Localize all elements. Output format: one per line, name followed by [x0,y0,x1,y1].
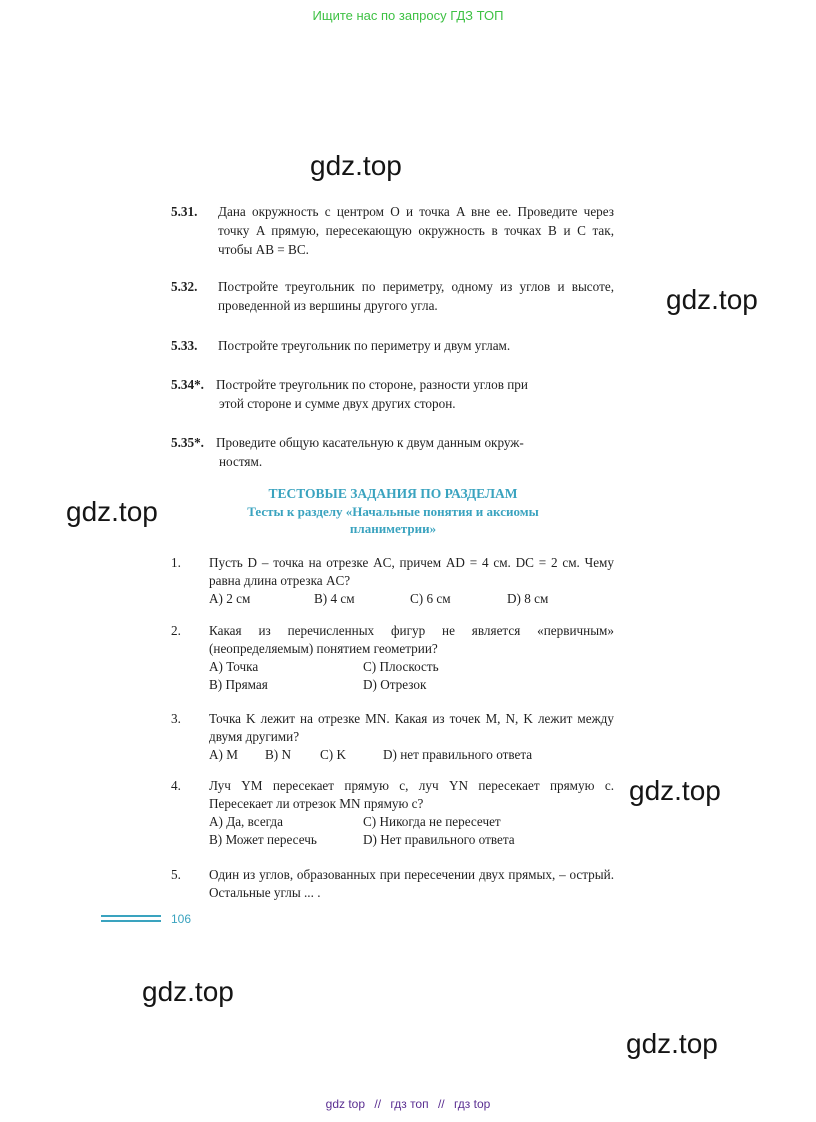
answer-option: B) Может пересечь [209,832,317,847]
footer-link[interactable]: гдз топ [390,1097,429,1111]
question-text: Луч YM пересекает прямую c, луч YN пересекает прямую c. Пересекает ли отрезок MN прямую c? [209,778,614,811]
watermark: gdz.top [142,976,234,1007]
answer-option: B) Прямая [209,677,268,692]
footer-separator: // [437,1097,445,1111]
question-text: Один из углов, образованных при пересечении двух прямых, – острый. Остальные углы ... . [209,867,614,900]
task-number: 5.34*. [171,377,204,392]
answer-option: A) Да, всегда [209,814,283,829]
section-subtitle: Тесты к разделу «Начальные понятия и аксиомы [247,504,539,519]
answer-option: C) 6 см [410,591,451,606]
footer-link[interactable]: гдз top [453,1097,491,1111]
footer-separator: // [374,1097,382,1111]
task-text: Постройте треугольник по периметру и двум углам. [218,338,511,353]
answer-option: C) K [320,747,347,762]
question-2 [171,622,614,694]
footer-links [0,1097,816,1111]
task-number: 5.35*. [171,435,204,450]
watermark: gdz.top [666,284,758,315]
page-number-rule [101,915,161,925]
section-title: ТЕСТОВЫЕ ЗАДАНИЯ ПО РАЗДЕЛАМ [268,486,518,501]
task-text: Дана окружность с центром O и точка A вне ее. Проведите через точку A прямую, пересекающую окружность в точках B и C так, чтобы AB = BC. [218,204,614,257]
question-text: Пусть D – точка на отрезке AC, причем AD = 4 см. DC = 2 см. Чему равна длина отрезка AC? [209,555,614,588]
task-5-32 [171,277,614,315]
answer-option: A) 2 см [209,591,251,606]
task-text-line: Постройте треугольник по стороне, разности углов при [216,377,528,392]
task-5-35 [171,433,614,471]
question-text: Точка K лежит на отрезке MN. Какая из точек M, N, K лежит между двумя другими? [209,711,614,744]
question-text: Какая из перечисленных фигур не является «первичным» (неопределяемым) понятием геометрии? [209,623,614,656]
question-3 [171,710,614,764]
question-number: 4. [171,778,181,793]
watermark: gdz.top [66,496,158,527]
answer-option: D) Нет правильного ответа [363,832,515,847]
task-text: Постройте треугольник по периметру, одному из углов и высоте, проведенной из вершины другого угла. [218,279,614,313]
answer-option: A) Точка [209,659,259,674]
watermark: gdz.top [629,775,721,806]
question-1 [171,554,614,608]
top-banner[interactable]: Ищите нас по запросу ГДЗ ТОП [312,8,504,23]
watermark: gdz.top [310,150,402,181]
answer-option: B) 4 см [314,591,355,606]
task-text-line: ностям. [219,454,263,469]
section-subtitle: планиметрии» [349,521,437,536]
answer-option: D) Отрезок [363,677,427,692]
task-text-line: Проведите общую касательную к двум данным окруж- [216,435,524,450]
answer-option: B) N [265,747,292,762]
answer-option: D) 8 см [507,591,549,606]
page-number: 106 [171,912,192,926]
answer-option: A) M [209,747,238,762]
answer-option: D) нет правильного ответа [383,747,533,762]
watermark: gdz.top [626,1028,718,1059]
task-5-31 [171,202,614,259]
answer-option: C) Никогда не пересечет [363,814,501,829]
task-number: 5.31. [171,204,198,219]
question-5 [171,866,614,902]
question-number: 3. [171,711,181,726]
question-number: 2. [171,623,181,638]
question-number: 1. [171,555,181,570]
footer-link[interactable]: gdz top [325,1097,366,1111]
task-5-34 [171,375,614,413]
task-5-33 [171,336,614,355]
task-text-line: этой стороне и сумме двух других сторон. [219,396,456,411]
task-number: 5.32. [171,279,198,294]
answer-option: C) Плоскость [363,659,439,674]
task-number: 5.33. [171,338,198,353]
question-number: 5. [171,867,181,882]
question-4 [171,777,614,849]
